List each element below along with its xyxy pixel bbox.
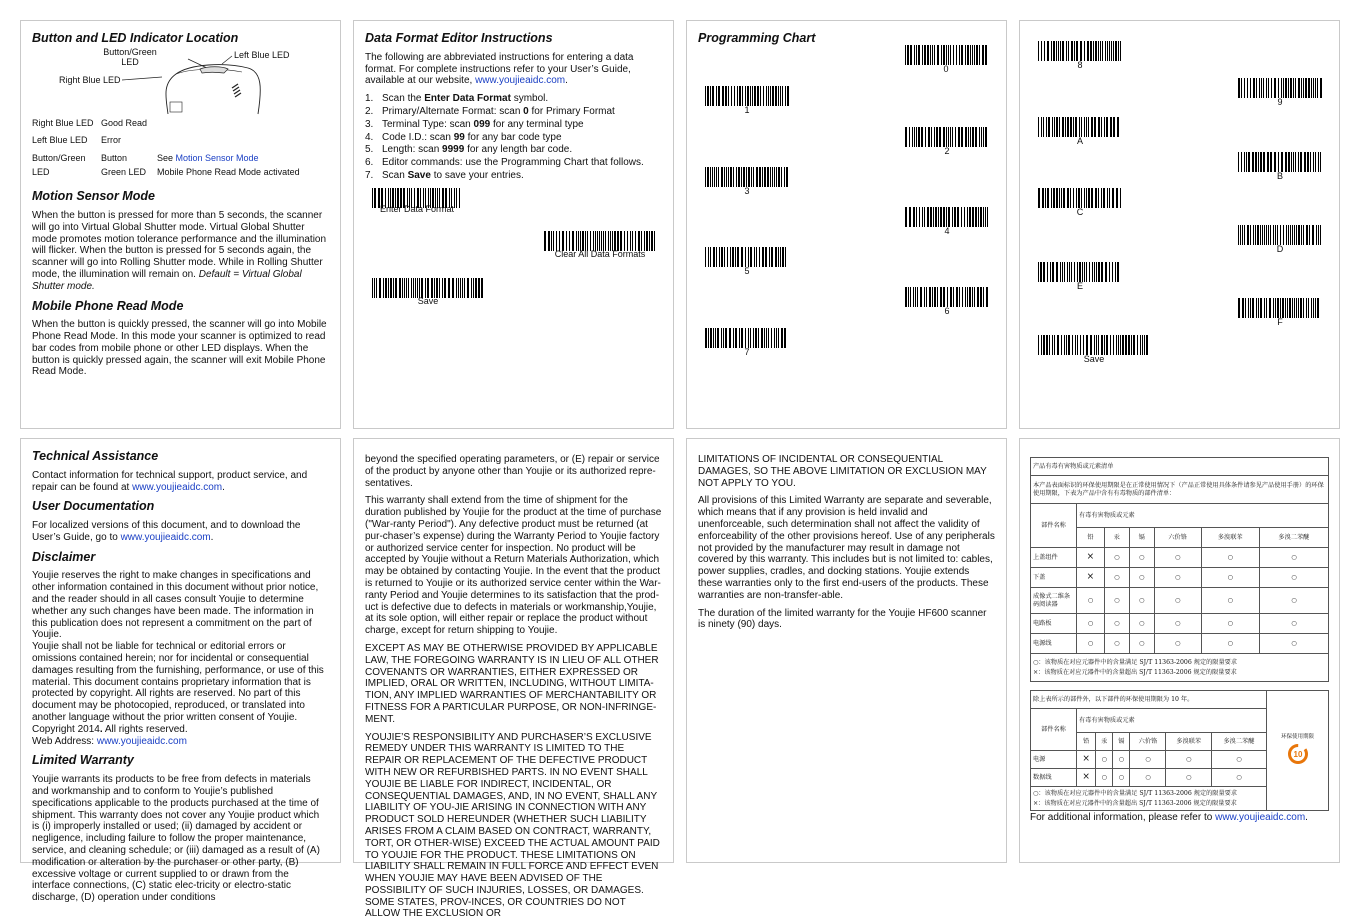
section-title: Mobile Phone Read Mode	[32, 298, 184, 313]
paragraph: Youjie warrants its products to be free from defects in materials and workmanship and to conform to Youjie’s published specifications applicable to the products purchased at the time of shipment. This warranty does not cover any Youjie product which is (i) improperly installed or used; (ii) damaged by accident or negligence, including failure to follow the proper maintenance, service, and cleaning schedule; or (iii) damaged as a result of (A) modification or alteration by the purchaser or other party, (B) excessive voltage or current supplied to or drawn from the interface connections, (C) static elec-tricity or electro-static discharge, (D) operation under conditions	[32, 774, 320, 904]
svg-text:10: 10	[1293, 749, 1302, 759]
barcode-0[interactable]: 0	[905, 45, 989, 75]
section-title: Programming Chart	[698, 31, 816, 45]
barcode-5[interactable]: 5	[705, 247, 789, 277]
list-item: 4. Code I.D.: scan 99 for any bar code type	[365, 131, 562, 143]
rohs-table-1: 产品有毒有害物质或元素清单 本产品表面标识的环保使用期限是在正常使用情况下（产品正常使用具体条件请参见产品使用手册）的环保使用期限，下表为产品中含有有毒物质的部件清单： 部件名称 有毒有害物质或元素 铅 汞 镉 六价铬 多溴联苯 多溴二苯醚 上盖组件 × ○ ○ ○ ○ ○ 下盖 × ○ ○ ○ ○ ○ 成像式二维条码阅读器 ○ ○ ○ ○ ○ ○ 电路板 ○ ○ ○ ○ ○ ○ 电源线 ○ ○ ○ ○ ○ ○ ○：该物质在对应元器件中的含量满足 SJ/T 11363-2006 规定的限量要求 ×：该物质在对应元器件中的含量超出 SJ/T 11363-2006 规定的限量要求	[1030, 457, 1329, 682]
barcode-4[interactable]: 4	[905, 207, 989, 237]
motion-sensor-link[interactable]: Motion Sensor Mode	[175, 152, 259, 163]
scanner-diagram	[32, 48, 329, 114]
paragraph: When the button is pressed for more than 5 seconds, the scanner will go into Virtual Global Shutter mode. Virtual Global Shutter mode promotes motion tolerance performance and the illumination will flicker. When the button is pressed for 5 seconds again, the scanner will go into Rolling Shutter mode. While in Rolling Shutter mode, the illumination will remain on. Default = Virtual Global Shutter mode.	[32, 209, 327, 292]
table-row: 电源线 ○ ○ ○ ○ ○ ○	[1031, 634, 1329, 654]
table-header: 铅 汞 镉 六价铬 多溴联苯 多溴二苯醚	[1031, 528, 1329, 548]
barcode-2[interactable]: 2	[905, 127, 989, 157]
paragraph: The duration of the limited warranty for the Youjie HF600 scanner is ninety (90) days.	[698, 607, 987, 631]
table-row: 成像式二维条码阅读器 ○ ○ ○ ○ ○ ○	[1031, 588, 1329, 614]
list-item: 6. Editor commands: use the Programming Chart that follows.	[365, 157, 644, 169]
table-row: Right Blue LED Good Read	[32, 117, 148, 128]
footer-link[interactable]: www.youjieaidc.com	[1215, 812, 1306, 823]
rohs-table-2: 除上表所示的部件外，以下部件的环保使用期限为 10 年。 环保使用期限 10 部件名称 有毒有害物质或元素 铅 汞 镉 六价铬 多溴联苯 多溴二苯醚 电源 × ○ ○ ○ ○ ○ 数据线 × ○ ○ ○ ○ ○ ○：该物质在对应元器件中的含量满足 SJ/T 11363-2006 规定的限量要求 ×：该物质在对应元器件中的含量超出 SJ/T 11363-2006 规定的限量要求	[1030, 690, 1329, 811]
table-row: 上盖组件 × ○ ○ ○ ○ ○	[1031, 548, 1329, 568]
barcode-b[interactable]: B	[1238, 152, 1322, 182]
section-title: Button and LED Indicator Location	[32, 31, 239, 45]
callout-button-green: Button/Green LED	[103, 46, 157, 67]
website-link[interactable]: www.youjieaidc.com	[475, 75, 566, 87]
eco-period-logo-icon	[1287, 743, 1309, 765]
paragraph: beyond the specified operating parameters, or (E) repair or service of the product by anyone other than Youjie or its authorized repre-sentatives.	[365, 454, 660, 489]
panel-rohs	[1019, 438, 1340, 863]
list-item: 5. Length: scan 9999 for any length bar code.	[365, 144, 573, 156]
barcode-8[interactable]: 8	[1038, 41, 1122, 71]
barcode-a[interactable]: A	[1038, 117, 1122, 147]
callout-right-blue: Right Blue LED	[59, 74, 121, 85]
barcode-7[interactable]: 7	[705, 328, 789, 358]
list-item: 7. Scan Save to save your entries.	[365, 169, 524, 181]
barcode-3[interactable]: 3	[705, 167, 789, 197]
barcode-enter-data-format[interactable]: Enter Data Format	[372, 188, 462, 215]
section-title: User Documentation	[32, 499, 155, 514]
support-link[interactable]: www.youjieaidc.com	[132, 481, 223, 493]
table-row: 下盖 × ○ ○ ○ ○ ○	[1031, 568, 1329, 588]
paragraph: The following are abbreviated instructions for entering a data format. For complete instructions refer to your User’s Guide, available at our website, www.youjieaidc.com.	[365, 51, 634, 87]
led-table	[32, 116, 304, 182]
paragraph: For localized versions of this document, and to download the User’s Guide, go to www.youjieaidc.com.	[32, 520, 301, 543]
barcode-e[interactable]: E	[1038, 262, 1122, 292]
barcode-9[interactable]: 9	[1238, 78, 1322, 108]
paragraph: Contact information for technical support, product service, and repair can be found at www.youjieaidc.com.	[32, 469, 308, 493]
section-title: Motion Sensor Mode	[32, 189, 155, 204]
section-title: Disclaimer	[32, 549, 96, 564]
scanner-illustration	[112, 48, 262, 114]
panel-programming-chart	[686, 20, 1007, 429]
table-row: Left Blue LED Error	[32, 135, 121, 146]
panel-warranty-cont	[353, 438, 674, 920]
copyright-line: Copyright 2014. All rights reserved.	[32, 723, 188, 735]
section-title: Data Format Editor Instructions	[365, 31, 553, 45]
panel-warranty-end	[686, 438, 1007, 863]
table-header: 铅 汞 镉 六价铬 多溴联苯 多溴二苯醚	[1031, 733, 1329, 751]
paragraph: YOUJIE’S RESPONSIBILITY AND PURCHASER’S EXCLUSIVE REMEDY UNDER THIS WARRANTY IS LIMITED TO THE REPAIR OR REPLACEMENT OF THE DEFECTIVE PRODUCT WITH NEW OR REFURBISHED PARTS. IN NO EVENT SHALL YOUJIE BE LIABLE FOR INDIRECT, INCIDENTAL, OR CONSEQUENTIAL DAMAGES, AND, IN NO EVENT, SHALL ANY LIABILITY OF YOU-JIE ARISING IN CONNECTION WITH ANY PRODUCT SOLD HEREUNDER (WHETHER SUCH LIABILITY ARISES FROM A CLAIM BASED ON CONTRACT, WARRANTY, TORT, OR OTHER-WISE) EXCEED THE ACTUAL AMOUNT PAID TO YOUJIE FOR THE PRODUCT. THESE LIMITATIONS ON LIABILITY SHALL REMAIN IN FULL FORCE AND EFFECT EVEN WHEN YOUJIE MAY HAVE BEEN ADVISED OF THE POSSIBILITY OF SUCH INJURIES, LOSSES, OR DAMAGES. SOME STATES, PROV-INCES, OR COUNTRIES DO NOT ALLOW THE EXCLUSION OR	[365, 731, 660, 920]
barcode-f[interactable]: F	[1238, 298, 1322, 328]
table-row: Button/Green Button See Motion Sensor Mode	[32, 152, 259, 163]
paragraph: EXCEPT AS MAY BE OTHERWISE PROVIDED BY APPLICABLE LAW, THE FOREGOING WARRANTY IS IN LIEU OF ALL OTHER COVENANTS OR WARRANTIES, EITHER EXPRESSED OR IMPLIED, ORAL OR WRITTEN, INCLUDING, WITHOUT LIMITA-TION, ANY IMPLIED WARRANTIES OF MERCHANTABILITY OR FITNESS FOR A PARTICULAR PURPOSE, OR NON-INFRINGE-MENT.	[365, 642, 659, 725]
paragraph: This warranty shall extend from the time of shipment for the duration published by Youjie for the product at the time of purchase ("War-ranty Period"). Any defective product must be returned (at pur-chaser’s expense) during the Warranty Period to Youjie factory or authorized service center for inspection. No product will be accepted by Youjie without a Return Materials Authorization, which may be obtained by contacting Youjie. In the event that the product is returned to Youjie or its authorized service center within the War-ranty Period and Youjie determines to its satisfaction that the prod-uct is defective due to defects in materials or workmanship,Youjie, at its sole option, will either repair or replace the product without charge, except for return shipping to Youjie.	[365, 495, 662, 637]
panel-button-led	[20, 20, 341, 429]
paragraph: Youjie reserves the right to make changes in specifications and other information contained in this document without prior notice, and the reader should in all cases consult Youjie to determine whether any such changes have been made. The information in this publication does not represent a commitment on the part of Youjie.	[32, 570, 319, 641]
table-row: LED Green LED Mobile Phone Read Mode activated	[32, 166, 300, 177]
callout-left-blue: Left Blue LED	[234, 49, 290, 60]
web-address-link[interactable]: www.youjieaidc.com	[96, 735, 187, 747]
table-row: 电源 × ○ ○ ○ ○ ○	[1031, 751, 1329, 769]
table-row: 电路板 ○ ○ ○ ○ ○ ○	[1031, 614, 1329, 634]
paragraph: When the button is quickly pressed, the scanner will go into Mobile Phone Read Mode. In this mode your scanner is optimized to read bar codes from mobile phone or other LED displays. When the button is quickly pressed again, the scanner will exit Mobile Phone Read Mode.	[32, 319, 327, 378]
list-item: 3. Terminal Type: scan 099 for any terminal type	[365, 118, 584, 130]
barcode-1[interactable]: 1	[705, 86, 789, 116]
section-title: Limited Warranty	[32, 753, 134, 768]
paragraph: LIMITATIONS OF INCIDENTAL OR CONSEQUENTIAL DAMAGES, SO THE ABOVE LIMITATION OR EXCLUSION MAY NOT APPLY TO YOU.	[698, 454, 987, 489]
footer-note: For additional information, please refer to www.youjieaidc.com.	[1030, 812, 1308, 823]
panel-programming-chart-2	[1019, 20, 1340, 429]
web-address-line: Web Address: www.youjieaidc.com	[32, 735, 187, 747]
table-row: 数据线 × ○ ○ ○ ○ ○	[1031, 769, 1329, 787]
paragraph: All provisions of this Limited Warranty are separate and severable, which means that if any provision is held invalid and unenforceable, such determination shall not affect the validity of enforceability of the other provisions hereof. Use of any peripherals not provided by the manufacturer may result in damage not covered by this warranty. This includes but is not limited to: cables, power supplies, cradles, and docking stations. Youjie extends these warranties only to the first end-users of the products. These warranties are non-transfer-able.	[698, 495, 995, 601]
documentation-link[interactable]: www.youjieaidc.com	[120, 531, 211, 543]
section-title: Technical Assistance	[32, 449, 159, 463]
barcode-d[interactable]: D	[1238, 225, 1322, 255]
barcode-clear-all-formats[interactable]: Clear All Data Formats	[544, 231, 656, 260]
barcode-6[interactable]: 6	[905, 287, 989, 317]
panel-technical-assistance	[20, 438, 341, 904]
list-item: 1. Scan the Enter Data Format symbol.	[365, 93, 549, 105]
paragraph: Youjie shall not be liable for technical or editorial errors or omissions contained herein; nor for incidental or consequential damages resulting from the furnishing, performance, or use of this material. This document contains proprietary information that is protected by copyright. All rights are reserved. No part of this document may be photocopied, reproduced, or translated into another language without the prior written consent of Youjie.	[32, 641, 324, 723]
list-item: 2. Primary/Alternate Format: scan 0 for Primary Format	[365, 105, 615, 117]
barcode-save-2[interactable]: Save	[1038, 335, 1150, 365]
barcode-save[interactable]: Save	[372, 278, 484, 307]
step-list	[365, 93, 662, 182]
barcode-c[interactable]: C	[1038, 188, 1122, 218]
panel-data-format	[353, 20, 674, 429]
